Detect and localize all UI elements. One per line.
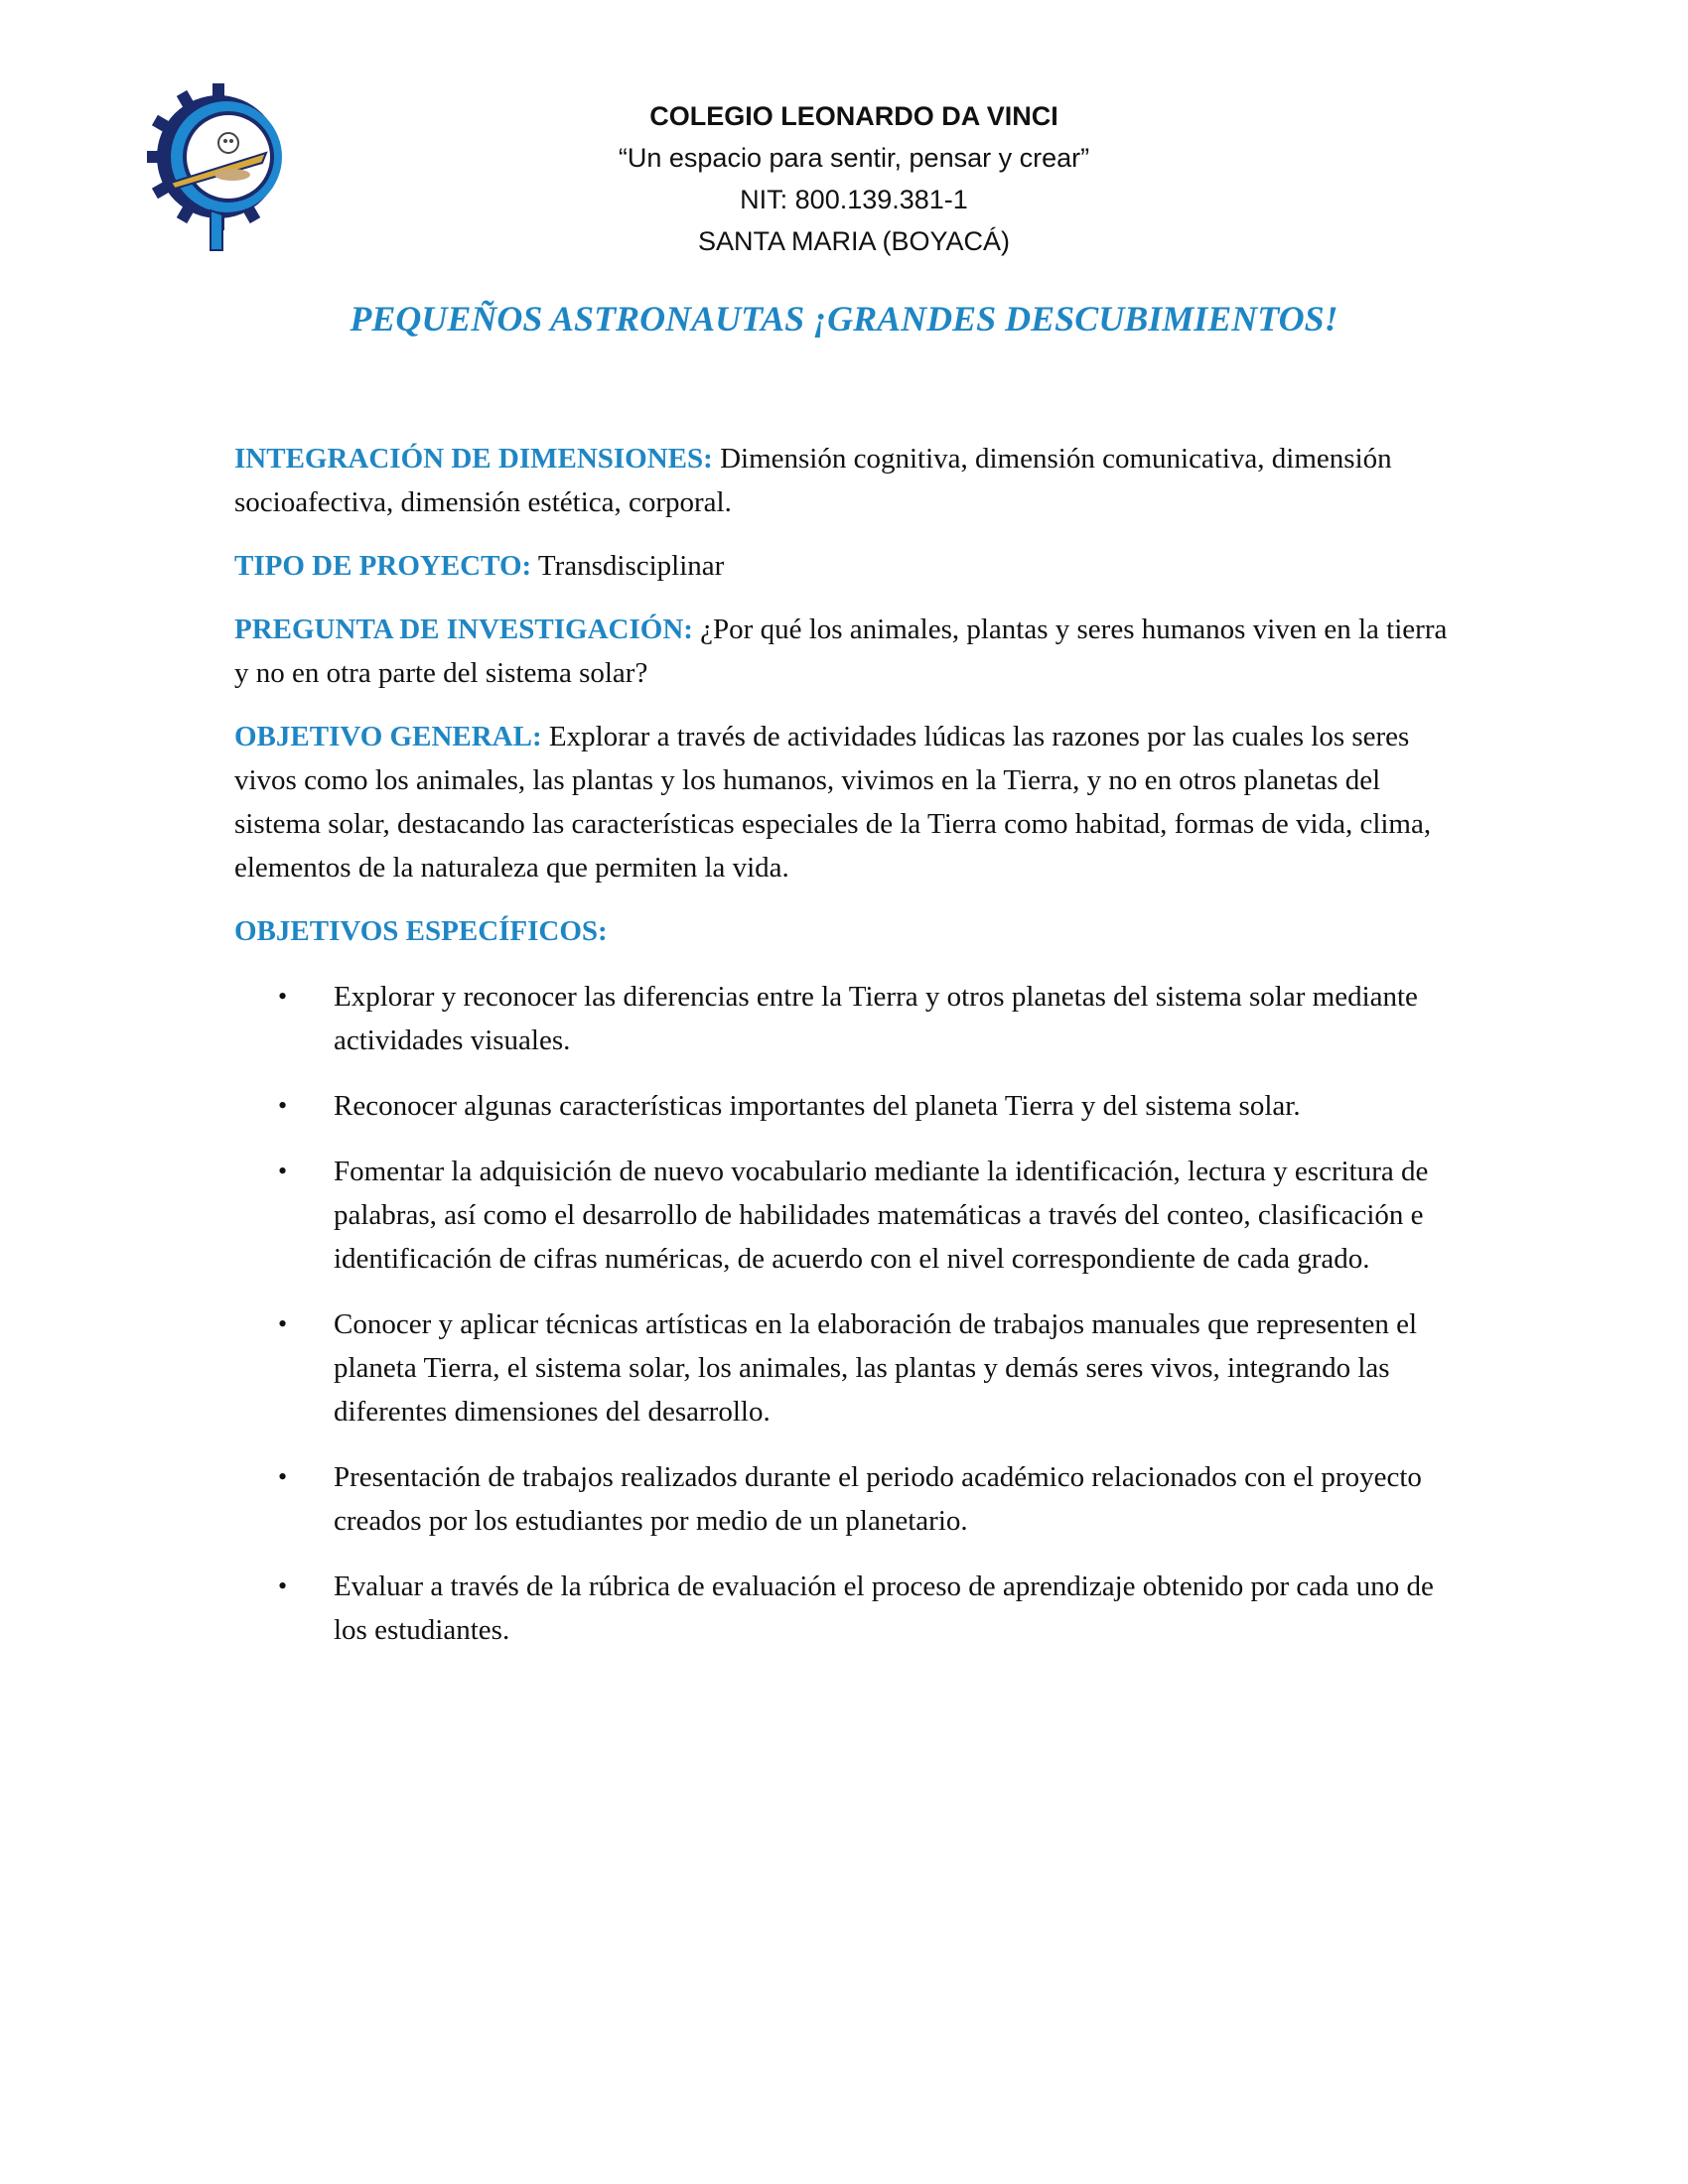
list-item	[234, 1302, 1466, 1433]
school-header	[556, 95, 1152, 262]
section-label: INTEGRACIÓN DE DIMENSIONES:	[234, 443, 713, 475]
list-item	[234, 1455, 1466, 1543]
document-body	[234, 437, 1466, 1674]
section-label: PREGUNTA DE INVESTIGACIÓN:	[234, 614, 693, 645]
section-label: TIPO DE PROYECTO:	[234, 550, 532, 582]
section-objetivos-especificos	[234, 909, 1466, 953]
school-name: COLEGIO LEONARDO DA VINCI	[649, 101, 1058, 131]
list-item	[234, 1150, 1466, 1281]
objectives-list	[234, 975, 1466, 1652]
section-integracion	[234, 437, 1466, 524]
bullet-icon: •	[278, 1157, 288, 1185]
list-item-text: Evaluar a través de la rúbrica de evaluación el proceso de aprendizaje obtenido por cada uno de los estudiantes.	[334, 1570, 1434, 1646]
owl-icon	[218, 133, 238, 153]
list-item	[234, 1084, 1466, 1128]
section-text: ¿Por qué los animales, plantas y seres humanos viven en la tierra y no en otra parte del sistema solar?	[234, 614, 1448, 689]
bullet-icon: •	[278, 1309, 288, 1338]
section-label: OBJETIVO GENERAL:	[234, 721, 542, 752]
school-nit: NIT: 800.139.381-1	[740, 185, 968, 214]
list-item-text: Explorar y reconocer las diferencias entre la Tierra y otros planetas del sistema solar mediante actividades visuales.	[334, 981, 1418, 1056]
section-label: OBJETIVOS ESPECÍFICOS:	[234, 915, 608, 947]
school-logo	[147, 79, 298, 258]
school-location: SANTA MARIA (BOYACÁ)	[697, 226, 1011, 256]
list-item	[234, 1565, 1466, 1652]
list-item-text: Conocer y aplicar técnicas artísticas en la elaboración de trabajos manuales que representen el planeta Tierra, el sistema solar, los animales, las plantas y demás seres vivos, integrando las diferentes dimensiones del desarrollo.	[334, 1308, 1418, 1428]
section-objetivo-general	[234, 715, 1466, 889]
list-item-text: Presentación de trabajos realizados durante el periodo académico relacionados con el proyecto creados por los estudiantes por medio de un planetario.	[334, 1461, 1422, 1537]
bullet-icon: •	[278, 982, 288, 1011]
bullet-icon: •	[278, 1091, 288, 1120]
section-text: Explorar a través de actividades lúdicas las razones por las cuales los seres vivos como los animales, las plantas y los humanos, vivimos en la Tierra, y no en otros planetas del sistema solar, destacando las características especiales de la Tierra como habitad, formas de vida, clima, elementos de la naturaleza que permiten la vida.	[234, 721, 1432, 884]
bullet-icon: •	[278, 1462, 288, 1491]
document-title: PEQUEÑOS ASTRONAUTAS ¡GRANDES DESCUBIMIENTOS!	[350, 299, 1338, 339]
section-pregunta	[234, 608, 1466, 695]
list-item-text: Reconocer algunas características importantes del planeta Tierra y del sistema solar.	[334, 1090, 1301, 1122]
section-text: Transdisciplinar	[531, 550, 725, 582]
list-item	[234, 975, 1466, 1062]
section-tipo	[234, 544, 1466, 588]
school-motto: “Un espacio para sentir, pensar y crear”	[618, 143, 1090, 173]
list-item-text: Fomentar la adquisición de nuevo vocabulario mediante la identificación, lectura y escritura de palabras, así como el desarrollo de habilidades matemáticas a través del conteo, clasificación e identificación de cifras numéricas, de acuerdo con el nivel correspondiente de cada grado.	[334, 1156, 1429, 1275]
section-text: Dimensión cognitiva, dimensión comunicativa, dimensión socioafectiva, dimensión estética, corporal.	[234, 443, 1392, 518]
bullet-icon: •	[278, 1571, 288, 1600]
